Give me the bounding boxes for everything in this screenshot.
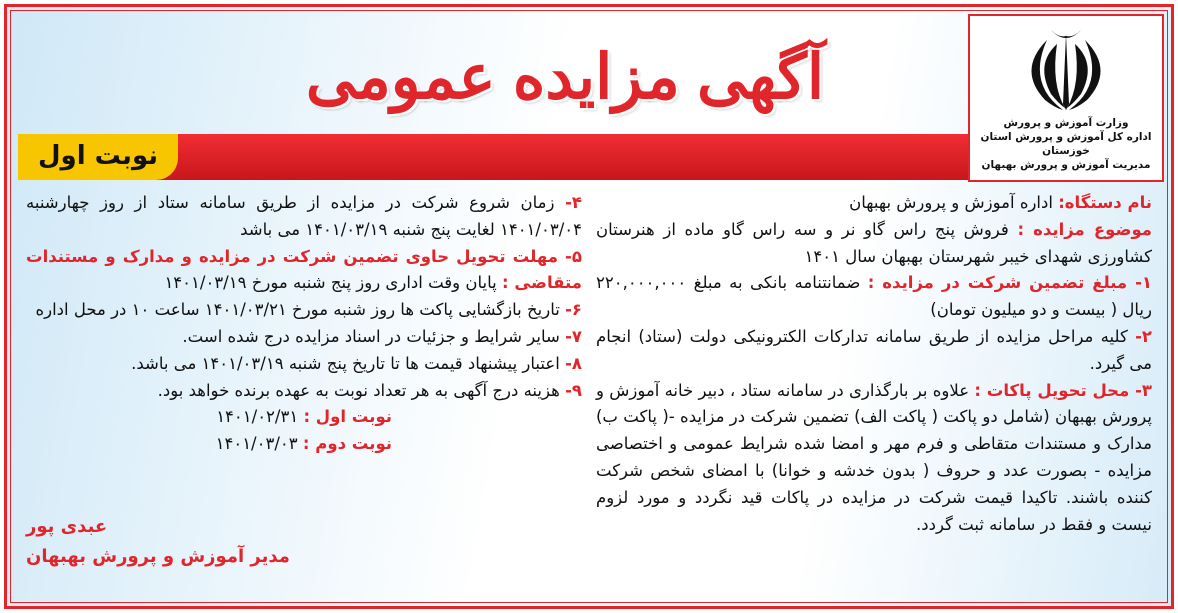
logo-line: مدیریت آموزش و پرورش بهبهان bbox=[981, 159, 1151, 171]
agency-text: اداره آموزش و پرورش بهبهان bbox=[849, 193, 1053, 212]
signature bbox=[26, 512, 290, 572]
item-3-label: ۳- محل تحویل پاکات : bbox=[974, 380, 1152, 400]
logo-line: وزارت آموزش و پرورش bbox=[1003, 117, 1129, 129]
item-1 bbox=[596, 270, 1152, 324]
item-8-number: ۸- bbox=[565, 353, 582, 373]
item-9 bbox=[26, 378, 582, 405]
subject-text: فروش پنج راس گاو نر و سه راس گاو ماده از هنرستان کشاورزی شهدای خیبر شهرستان بهبهان سال ۱۴۰۱ bbox=[596, 219, 1152, 266]
first-round-label: نوبت اول : bbox=[303, 407, 392, 427]
item-1-label: ۱- مبلغ تضمین شرکت در مزایده : bbox=[867, 273, 1152, 293]
item-6-text: تاریخ بازگشایی پاکت ها روز شنبه مورخ ۱۴۰۱/۰۳/۲۱ ساعت ۱۰ در محل اداره bbox=[35, 300, 560, 320]
item-2-number: ۲- bbox=[1135, 326, 1152, 346]
notice-title: آگهی مزایده عمومی bbox=[305, 43, 825, 112]
item-3-text: علاوه بر بارگذاری در سامانه ستاد ، دبیر خانه آموزش و پرورش بهبهان (شامل دو پاکت ( پاکت الف) تضمین شرکت در مزایده -( پاکت ب) مدارک و مستندات متقاطی و فرم مهر و امضا شده شرایط عمومی و اختصاصی مزایده - بصورت عدد و حروف ( بدون خدشه و خوانا) با امضای شخص شرکت کننده باشند. تاکیدا قیمت شرکت در مزایده در پاکات قید نگردد و مورد لزوم نیست و فقط در سامانه ثبت گردد. bbox=[596, 380, 1152, 534]
item-4-number: ۴- bbox=[565, 193, 582, 212]
item-2-text: کلیه مراحل مزایده از طریق سامانه تدارکات الکترونیکی دولت (ستاد) انجام می گیرد. bbox=[596, 326, 1152, 373]
item-9-number: ۹- bbox=[565, 380, 582, 400]
round-badge: نوبت اول bbox=[18, 134, 178, 180]
item-1-text: ضمانتنامه بانکی به مبلغ ۲۲۰,۰۰۰,۰۰۰ ریال ( بیست و دو میلیون تومان) bbox=[596, 273, 1152, 320]
item-4-text: زمان شروع شرکت در مزایده از طریق سامانه ستاد از روز چهارشنبه ۱۴۰۱/۰۳/۰۴ لغایت پنج شنبه ۱۴۰۱/۰۳/۱۹ می باشد bbox=[26, 193, 582, 239]
agency-label: نام دستگاه: bbox=[1058, 193, 1152, 212]
second-round-label: نوبت دوم : bbox=[302, 434, 392, 454]
item-7-text: سایر شرایط و جزئیات در اسناد مزایده درج شده است. bbox=[182, 326, 560, 346]
item-5-label: ۵- مهلت تحویل حاوی تضمین شرکت در مزایده و مدارک و مستندات متقاضی : bbox=[26, 246, 582, 293]
signer-title: مدیر آموزش و پرورش بهبهان bbox=[26, 546, 290, 567]
item-7 bbox=[26, 324, 582, 351]
item-4 bbox=[26, 190, 582, 244]
item-9-text: هزینه درج آگهی به هر تعداد نوبت به عهده برنده خواهد بود. bbox=[157, 380, 560, 400]
agency-paragraph bbox=[596, 190, 1152, 217]
ministry-logo-box bbox=[968, 14, 1164, 182]
second-round-date bbox=[26, 431, 392, 458]
signer-name: عبدی پور bbox=[26, 516, 108, 537]
item-7-number: ۷- bbox=[565, 326, 582, 346]
subject-label: موضوع مزایده : bbox=[1017, 219, 1153, 239]
item-6-number: ۶- bbox=[565, 300, 582, 320]
left-column bbox=[26, 190, 582, 458]
item-6 bbox=[26, 297, 582, 324]
item-5 bbox=[26, 244, 582, 298]
right-column bbox=[596, 190, 1152, 538]
subject-paragraph bbox=[596, 217, 1152, 271]
logo-line: اداره کل آموزش و پرورش استان خوزستان bbox=[980, 131, 1152, 157]
item-5-text: پایان وقت اداری روز پنج شنبه مورخ ۱۴۰۱/۰۳/۱۹ bbox=[164, 273, 497, 293]
item-8 bbox=[26, 351, 582, 378]
item-8-text: اعتبار پیشنهاد قیمت ها تا تاریخ پنج شنبه ۱۴۰۱/۰۳/۱۹ می باشد. bbox=[131, 353, 560, 373]
first-round-date bbox=[26, 404, 392, 431]
item-3 bbox=[596, 378, 1152, 539]
first-round-value: ۱۴۰۱/۰۲/۳۱ bbox=[216, 407, 299, 427]
iran-emblem-icon bbox=[1021, 24, 1111, 112]
second-round-value: ۱۴۰۱/۰۳/۰۳ bbox=[215, 434, 298, 454]
item-2 bbox=[596, 324, 1152, 378]
